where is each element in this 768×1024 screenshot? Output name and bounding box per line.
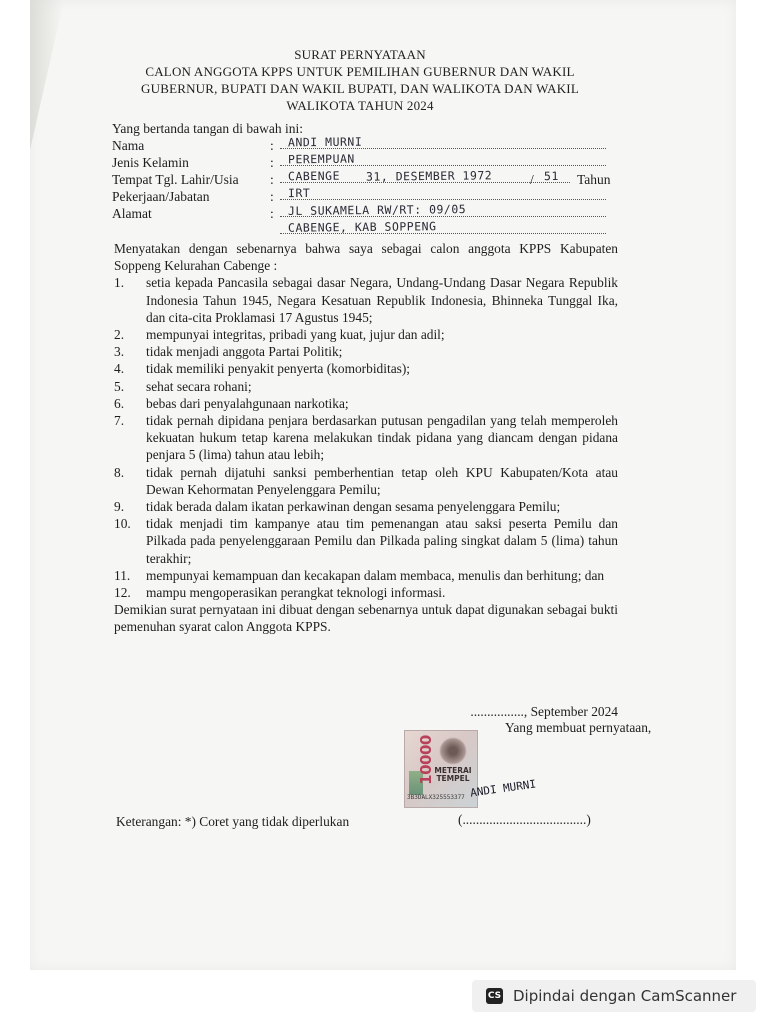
statement-item	[114, 567, 618, 584]
handwritten-age: 51	[543, 168, 559, 184]
handwritten-birth-date: 31, DESEMBER 1972	[365, 168, 493, 184]
statement-list	[114, 274, 618, 601]
statement-item-number: 12.	[114, 585, 131, 601]
stamp-serial: 3B3DALX325553377	[407, 794, 465, 801]
identity-intro: Yang bertanda tangan di bawah ini:	[112, 121, 303, 136]
statement-item-text: tidak menjadi tim kampanye atau tim pemenangan atau saksi peserta Pemilu dan Pilkada pada penyelenggaraan Pemilu dan Pilkada paling singkat dalam 5 (lima) tahun terakhir;	[146, 516, 618, 566]
camscanner-text: Dipindai dengan CamScanner	[513, 987, 737, 1005]
age-separator: /	[530, 172, 534, 187]
statement-item-text: setia kepada Pancasila sebagai dasar Negara, Undang-Undang Dasar Negara Republik Indonesia Tahun 1945, Negara Kesatuan Republik Indonesia, Bhinneka Tunggal Ika, dan cita-cita Proklamasi 17 Agustus 1945;	[146, 275, 618, 325]
statement-item	[114, 515, 618, 567]
statement-item-text: mempunyai integritas, pribadi yang kuat, jujur dan adil;	[146, 327, 445, 343]
field-row-address-2	[112, 219, 612, 239]
statement-item-text: tidak pernah dijatuhi sanksi pemberhentian tetap oleh KPU Kabupaten/Kota atau Dewan Kehormatan Penyelenggara Pemilu;	[146, 464, 618, 497]
field-label-address: Alamat	[112, 206, 152, 221]
garuda-emblem-icon	[439, 737, 467, 765]
statement-item	[114, 464, 618, 498]
document-title	[110, 46, 610, 114]
title-line-2: CALON ANGGOTA KPPS UNTUK PEMILIHAN GUBERNUR DAN WAKIL	[145, 64, 575, 79]
statement-item	[114, 326, 618, 343]
statement-item	[114, 412, 618, 464]
stamp-label: METERAI TEMPEL	[434, 766, 472, 783]
statement-item-number: 11.	[114, 567, 131, 583]
title-line-3: GUBERNUR, BUPATI DAN WAKIL BUPATI, DAN WALIKOTA DAN WAKIL	[141, 81, 579, 96]
field-colon: :	[270, 172, 274, 187]
camscanner-logo-icon: CS	[486, 988, 503, 1004]
statement-item	[114, 498, 618, 515]
statement-item	[114, 378, 618, 395]
age-unit: Tahun	[577, 172, 611, 187]
identity-fields	[112, 121, 612, 239]
field-colon: :	[270, 189, 274, 204]
statement-item-text: bebas dari penyalahgunaan narkotika;	[146, 395, 349, 411]
statement-item-number: 9.	[114, 499, 125, 515]
statement-item-number: 3.	[114, 344, 125, 360]
field-label-gender: Jenis Kelamin	[112, 155, 189, 170]
handwritten-name: ANDI MURNI	[287, 134, 363, 150]
statement-item	[114, 274, 618, 326]
footnote: Keterangan: *) Coret yang tidak diperlukan	[116, 814, 350, 829]
field-label-name: Nama	[112, 138, 145, 153]
handwritten-gender: PEREMPUAN	[287, 151, 355, 167]
statement-item-number: 2.	[114, 327, 125, 343]
camscanner-badge	[472, 980, 756, 1012]
field-label-birth: Tempat Tgl. Lahir/Usia	[112, 172, 239, 187]
title-line-4: WALIKOTA TAHUN 2024	[286, 98, 434, 113]
statement-item-text: mempunyai kemampuan dan kecakapan dalam membaca, menulis dan berhitung; dan	[146, 567, 605, 583]
statement-closing: Demikian surat pernyataan ini dibuat dengan sebenarnya untuk dapat digunakan sebagai bukti pemenuhan syarat calon Anggota KPPS.	[114, 602, 618, 635]
field-colon: :	[270, 138, 274, 153]
statement-item-number: 8.	[114, 464, 125, 480]
statement-item-text: sehat secara rohani;	[146, 378, 252, 394]
meterai-stamp	[404, 730, 478, 808]
statement-item-number: 10.	[114, 516, 131, 532]
stamp-value: 10000	[416, 735, 435, 785]
statement-item-text: tidak menjadi anggota Partai Politik;	[146, 344, 343, 360]
handwritten-signature: ANDI MURNI	[469, 777, 537, 800]
statement-item-text: tidak memiliki penyakit penyerta (komorbiditas);	[146, 361, 411, 377]
statement-item-text: tidak pernah dipidana penjara berdasarkan putusan pengadilan yang telah memperoleh kekuatan hukum tetap karena melakukan tindak pidana yang diancam dengan pidana penjara 5 (lima) tahun atau lebih;	[146, 413, 618, 463]
field-row-birth	[112, 168, 612, 188]
signature-date: ................, September 2024	[470, 704, 618, 719]
field-row-gender	[112, 151, 612, 171]
statement-item-number: 7.	[114, 413, 125, 429]
signature-maker-label: Yang membuat pernyataan,	[505, 720, 652, 735]
handwritten-address-1: JL SUKAMELA RW/RT: 09/05	[287, 202, 467, 218]
title-line-1: SURAT PERNYATAAN	[294, 47, 426, 62]
field-colon: :	[270, 155, 274, 170]
dotted-line	[280, 199, 606, 200]
handwritten-birth-place: CABENGE	[287, 168, 341, 184]
statement-item-number: 1.	[114, 275, 125, 291]
field-colon: :	[270, 206, 274, 221]
statement-item-number: 6.	[114, 395, 125, 411]
statement-intro: Menyatakan dengan sebenarnya bahwa saya sebagai calon anggota KPPS Kabupaten Soppeng Kelurahan Cabenge :	[114, 241, 618, 274]
statement-item	[114, 584, 618, 601]
statement-item	[114, 343, 618, 360]
statement-item	[114, 395, 618, 412]
statement-item-number: 5.	[114, 378, 125, 394]
statement-body	[114, 240, 618, 636]
statement-item-text: tidak berada dalam ikatan perkawinan dengan sesama penyelenggara Pemilu;	[146, 499, 561, 515]
handwritten-address-2: CABENGE, KAB SOPPENG	[287, 219, 437, 235]
statement-item	[114, 360, 618, 377]
field-row-name	[112, 134, 612, 154]
statement-item-number: 4.	[114, 361, 125, 377]
handwritten-job: IRT	[287, 185, 311, 201]
statement-item-text: mampu mengoperasikan perangkat teknologi informasi.	[146, 585, 446, 601]
field-label-job: Pekerjaan/Jabatan	[112, 189, 210, 204]
signature-name-line: (.....................................)	[458, 812, 591, 827]
